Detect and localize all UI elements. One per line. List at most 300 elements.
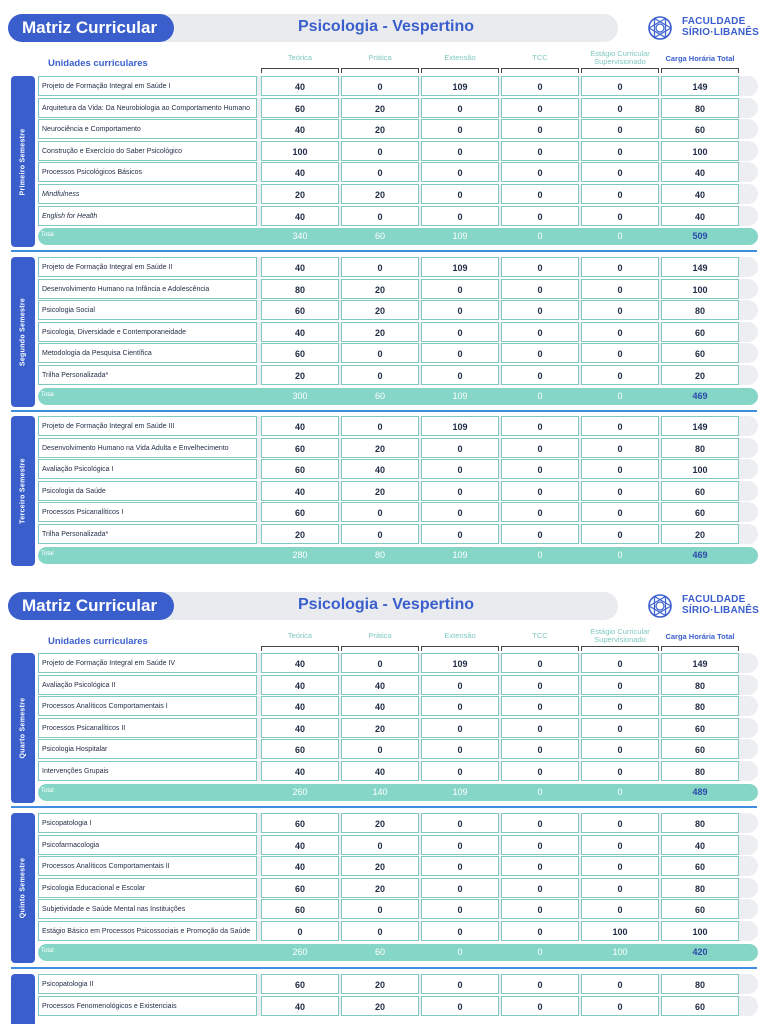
hours-cell-pratica: 20 bbox=[341, 300, 419, 320]
hours-cell-carga-total: 80 bbox=[661, 696, 739, 716]
hours-cell-extensao: 0 bbox=[421, 279, 499, 299]
hours-cell-extensao: 0 bbox=[421, 878, 499, 898]
curriculum-row bbox=[38, 343, 758, 363]
curriculum-row bbox=[38, 98, 758, 118]
hours-cell-tcc: 0 bbox=[501, 813, 579, 833]
column-tab bbox=[661, 646, 739, 651]
hours-cell-pratica: 0 bbox=[341, 416, 419, 436]
hours-cell-tcc: 0 bbox=[501, 184, 579, 204]
course-unit-name: Neurociência e Comportamento bbox=[38, 119, 257, 139]
hours-cell-extensao: 0 bbox=[421, 835, 499, 855]
logo-line-1: FACULDADE bbox=[682, 16, 746, 27]
hours-cell-pratica: 0 bbox=[341, 835, 419, 855]
column-tab bbox=[261, 646, 339, 651]
hours-cell-estagio: 0 bbox=[581, 119, 659, 139]
hours-cell-teorica: 20 bbox=[261, 365, 339, 385]
column-header-tcc: TCC bbox=[532, 53, 548, 62]
course-unit-name: Psicologia da Saúde bbox=[38, 481, 257, 501]
matriz-curricular-pill: Matriz Curricular bbox=[8, 14, 174, 42]
curriculum-row bbox=[38, 162, 758, 182]
hours-cell-tcc: 0 bbox=[501, 141, 579, 161]
hours-cell-carga-total: 60 bbox=[661, 481, 739, 501]
hours-cell-estagio: 0 bbox=[581, 739, 659, 759]
hours-cell-carga-total: 80 bbox=[661, 438, 739, 458]
hours-cell-carga-total: 60 bbox=[661, 343, 739, 363]
hours-cell-teorica: 40 bbox=[261, 761, 339, 781]
hours-cell-carga-total: 80 bbox=[661, 300, 739, 320]
hours-cell-carga-total: 60 bbox=[661, 996, 739, 1016]
hours-cell-extensao: 0 bbox=[421, 162, 499, 182]
estagio-line-1: Estágio Curricular bbox=[590, 627, 650, 636]
hours-cell-carga-total: 60 bbox=[661, 856, 739, 876]
curriculum-row bbox=[38, 675, 758, 695]
hours-cell-tcc: 0 bbox=[501, 416, 579, 436]
semester-side-bar bbox=[11, 653, 35, 803]
total-cell-pratica: 80 bbox=[374, 549, 385, 560]
hours-cell-pratica: 40 bbox=[341, 761, 419, 781]
curriculum-row bbox=[38, 878, 758, 898]
hours-cell-teorica: 40 bbox=[261, 718, 339, 738]
semester-name: Quarto Semestre bbox=[19, 697, 27, 759]
hours-cell-estagio: 0 bbox=[581, 813, 659, 833]
hours-cell-estagio: 0 bbox=[581, 438, 659, 458]
curriculum-row bbox=[38, 279, 758, 299]
hours-cell-teorica: 40 bbox=[261, 835, 339, 855]
curriculum-row bbox=[38, 416, 758, 436]
curriculum-row bbox=[38, 481, 758, 501]
logo-text bbox=[682, 16, 759, 38]
column-header-extensao: Extensão bbox=[444, 631, 476, 640]
course-unit-name: Metodologia da Pesquisa Científica bbox=[38, 343, 257, 363]
hours-cell-pratica: 20 bbox=[341, 996, 419, 1016]
column-tab bbox=[661, 68, 739, 73]
hours-cell-tcc: 0 bbox=[501, 761, 579, 781]
hours-cell-teorica: 60 bbox=[261, 974, 339, 994]
hours-cell-teorica: 20 bbox=[261, 184, 339, 204]
hours-cell-tcc: 0 bbox=[501, 974, 579, 994]
total-cell-tcc: 0 bbox=[537, 390, 543, 401]
hours-cell-estagio: 0 bbox=[581, 416, 659, 436]
column-header-extensao: Extensão bbox=[444, 53, 476, 62]
total-cell-pratica: 140 bbox=[372, 786, 388, 797]
column-header-pratica: Prática bbox=[368, 631, 392, 640]
semester-divider bbox=[11, 806, 757, 808]
hours-cell-extensao: 109 bbox=[421, 76, 499, 96]
hours-cell-pratica: 40 bbox=[341, 459, 419, 479]
hours-cell-carga-total: 60 bbox=[661, 739, 739, 759]
hours-cell-carga-total: 20 bbox=[661, 365, 739, 385]
course-unit-name: Psicologia Social bbox=[38, 300, 257, 320]
total-cell-teorica: 340 bbox=[292, 231, 308, 242]
hours-cell-estagio: 0 bbox=[581, 835, 659, 855]
curriculum-row bbox=[38, 974, 758, 994]
hours-cell-teorica: 60 bbox=[261, 813, 339, 833]
hours-cell-teorica: 40 bbox=[261, 76, 339, 96]
hours-cell-estagio: 0 bbox=[581, 76, 659, 96]
hours-cell-teorica: 40 bbox=[261, 481, 339, 501]
total-cell-estagio: 0 bbox=[617, 549, 623, 560]
hours-cell-tcc: 0 bbox=[501, 365, 579, 385]
hours-cell-estagio: 0 bbox=[581, 343, 659, 363]
hours-cell-teorica: 80 bbox=[261, 279, 339, 299]
hours-cell-carga-total: 100 bbox=[661, 459, 739, 479]
hours-cell-estagio: 0 bbox=[581, 365, 659, 385]
hours-cell-tcc: 0 bbox=[501, 856, 579, 876]
column-tab bbox=[421, 646, 499, 651]
hours-cell-teorica: 40 bbox=[261, 653, 339, 673]
semester-side-bar bbox=[11, 76, 35, 247]
hours-cell-tcc: 0 bbox=[501, 98, 579, 118]
hours-cell-carga-total: 80 bbox=[661, 813, 739, 833]
hours-cell-estagio: 0 bbox=[581, 974, 659, 994]
total-cell-carga-total: 420 bbox=[692, 946, 708, 957]
column-header-estagio bbox=[578, 628, 662, 644]
matriz-curricular-pill: Matriz Curricular bbox=[8, 592, 174, 620]
hours-cell-teorica: 40 bbox=[261, 322, 339, 342]
course-unit-name: Projeto de Formação Integral em Saúde I bbox=[38, 76, 257, 96]
semester-total-row bbox=[38, 944, 758, 961]
hours-cell-pratica: 20 bbox=[341, 438, 419, 458]
hours-cell-estagio: 0 bbox=[581, 899, 659, 919]
total-label: Total bbox=[41, 550, 54, 557]
total-cell-tcc: 0 bbox=[537, 786, 543, 797]
hours-cell-estagio: 0 bbox=[581, 878, 659, 898]
hours-cell-estagio: 0 bbox=[581, 761, 659, 781]
logo-line-2: SÍRIO·LIBANÊS bbox=[682, 605, 760, 616]
hours-cell-tcc: 0 bbox=[501, 119, 579, 139]
column-tab bbox=[581, 68, 659, 73]
course-unit-name: Desenvolvimento Humano na Vida Adulta e Envelhecimento bbox=[38, 438, 257, 458]
hours-cell-teorica: 40 bbox=[261, 856, 339, 876]
hours-cell-tcc: 0 bbox=[501, 653, 579, 673]
hours-cell-teorica: 60 bbox=[261, 343, 339, 363]
hours-cell-tcc: 0 bbox=[501, 162, 579, 182]
semester-side-bar bbox=[11, 257, 35, 407]
hours-cell-estagio: 0 bbox=[581, 184, 659, 204]
hours-cell-carga-total: 149 bbox=[661, 257, 739, 277]
hours-cell-extensao: 0 bbox=[421, 365, 499, 385]
hours-cell-carga-total: 149 bbox=[661, 76, 739, 96]
course-unit-name: Intervenções Grupais bbox=[38, 761, 257, 781]
total-cell-pratica: 60 bbox=[374, 946, 385, 957]
hours-cell-tcc: 0 bbox=[501, 996, 579, 1016]
hours-cell-extensao: 0 bbox=[421, 921, 499, 941]
hours-cell-pratica: 0 bbox=[341, 365, 419, 385]
hours-cell-carga-total: 60 bbox=[661, 322, 739, 342]
curriculum-row bbox=[38, 206, 758, 226]
column-header-teorica: Teórica bbox=[287, 53, 313, 62]
semester-name: Quinto Semestre bbox=[19, 857, 27, 919]
hours-cell-tcc: 0 bbox=[501, 921, 579, 941]
column-header-pratica: Prática bbox=[368, 53, 392, 62]
curriculum-row bbox=[38, 921, 758, 941]
curriculum-row bbox=[38, 739, 758, 759]
total-cell-teorica: 260 bbox=[292, 786, 308, 797]
course-title: Psicologia - Vespertino bbox=[298, 18, 475, 35]
hours-cell-extensao: 109 bbox=[421, 653, 499, 673]
hours-cell-carga-total: 80 bbox=[661, 761, 739, 781]
hours-cell-teorica: 20 bbox=[261, 524, 339, 544]
hours-cell-carga-total: 20 bbox=[661, 524, 739, 544]
curriculum-row bbox=[38, 524, 758, 544]
hours-cell-extensao: 0 bbox=[421, 524, 499, 544]
curriculum-row bbox=[38, 76, 758, 96]
course-unit-name: Avaliação Psicológica II bbox=[38, 675, 257, 695]
hours-cell-carga-total: 60 bbox=[661, 899, 739, 919]
hours-cell-extensao: 0 bbox=[421, 438, 499, 458]
hours-cell-teorica: 40 bbox=[261, 416, 339, 436]
hours-cell-estagio: 0 bbox=[581, 481, 659, 501]
unidades-curriculares-heading: Unidades curriculares bbox=[48, 636, 148, 647]
semester-divider bbox=[11, 410, 757, 412]
total-cell-teorica: 260 bbox=[292, 946, 308, 957]
semester-total-row bbox=[38, 388, 758, 405]
hours-cell-pratica: 20 bbox=[341, 813, 419, 833]
hours-cell-carga-total: 40 bbox=[661, 835, 739, 855]
hours-cell-carga-total: 80 bbox=[661, 974, 739, 994]
total-cell-extensao: 0 bbox=[457, 946, 463, 957]
hours-cell-extensao: 0 bbox=[421, 996, 499, 1016]
hours-cell-teorica: 40 bbox=[261, 162, 339, 182]
curriculum-row bbox=[38, 502, 758, 522]
course-unit-name: Processos Psicanalíticos II bbox=[38, 718, 257, 738]
hours-cell-pratica: 20 bbox=[341, 98, 419, 118]
hours-cell-tcc: 0 bbox=[501, 257, 579, 277]
total-cell-tcc: 0 bbox=[537, 946, 543, 957]
hours-cell-teorica: 40 bbox=[261, 675, 339, 695]
course-unit-name: Projeto de Formação Integral em Saúde III bbox=[38, 416, 257, 436]
hours-cell-teorica: 40 bbox=[261, 257, 339, 277]
column-header-carga-total: Carga Horária Total bbox=[665, 54, 735, 63]
total-label: Total bbox=[41, 232, 54, 239]
curriculum-row bbox=[38, 119, 758, 139]
estagio-line-2: Supervisionado bbox=[594, 635, 646, 644]
hours-cell-extensao: 109 bbox=[421, 257, 499, 277]
hours-cell-pratica: 20 bbox=[341, 974, 419, 994]
hours-cell-estagio: 0 bbox=[581, 996, 659, 1016]
hours-cell-teorica: 40 bbox=[261, 696, 339, 716]
hours-cell-tcc: 0 bbox=[501, 899, 579, 919]
course-unit-name: English for Health bbox=[38, 206, 257, 226]
course-unit-name: Psicofarmacologia bbox=[38, 835, 257, 855]
hours-cell-pratica: 0 bbox=[341, 141, 419, 161]
course-unit-name: Psicologia, Diversidade e Contemporaneidade bbox=[38, 322, 257, 342]
hours-cell-teorica: 40 bbox=[261, 206, 339, 226]
logo-emblem-icon bbox=[646, 14, 674, 47]
hours-cell-pratica: 0 bbox=[341, 899, 419, 919]
course-unit-name: Processos Fenomenológicos e Existenciais bbox=[38, 996, 257, 1016]
hours-cell-pratica: 0 bbox=[341, 502, 419, 522]
hours-cell-extensao: 0 bbox=[421, 813, 499, 833]
total-cell-extensao: 109 bbox=[452, 786, 468, 797]
hours-cell-estagio: 0 bbox=[581, 257, 659, 277]
hours-cell-carga-total: 60 bbox=[661, 718, 739, 738]
hours-cell-extensao: 0 bbox=[421, 856, 499, 876]
hours-cell-carga-total: 40 bbox=[661, 162, 739, 182]
hours-cell-tcc: 0 bbox=[501, 835, 579, 855]
course-title: Psicologia - Vespertino bbox=[298, 596, 475, 613]
logo-line-2: SÍRIO·LIBANÊS bbox=[682, 27, 760, 38]
hours-cell-carga-total: 80 bbox=[661, 98, 739, 118]
total-cell-estagio: 0 bbox=[617, 786, 623, 797]
logo-text bbox=[682, 594, 759, 616]
hours-cell-estagio: 0 bbox=[581, 696, 659, 716]
total-cell-carga-total: 469 bbox=[692, 549, 708, 560]
hours-cell-extensao: 0 bbox=[421, 899, 499, 919]
column-header-estagio bbox=[578, 50, 662, 66]
total-cell-carga-total: 509 bbox=[692, 231, 708, 242]
curriculum-row bbox=[38, 996, 758, 1016]
hours-cell-teorica: 60 bbox=[261, 459, 339, 479]
course-unit-name: Mindfulness bbox=[38, 184, 257, 204]
hours-cell-carga-total: 60 bbox=[661, 502, 739, 522]
hours-cell-estagio: 0 bbox=[581, 675, 659, 695]
course-unit-name: Avaliação Psicológica I bbox=[38, 459, 257, 479]
column-tab bbox=[341, 68, 419, 73]
hours-cell-extensao: 0 bbox=[421, 141, 499, 161]
course-unit-name: Desenvolvimento Humano na Infância e Adolescência bbox=[38, 279, 257, 299]
hours-cell-teorica: 40 bbox=[261, 996, 339, 1016]
hours-cell-tcc: 0 bbox=[501, 718, 579, 738]
semester-divider bbox=[11, 250, 757, 252]
hours-cell-estagio: 0 bbox=[581, 141, 659, 161]
hours-cell-pratica: 40 bbox=[341, 675, 419, 695]
column-tab bbox=[581, 646, 659, 651]
total-cell-pratica: 60 bbox=[374, 390, 385, 401]
total-cell-extensao: 109 bbox=[452, 390, 468, 401]
hours-cell-tcc: 0 bbox=[501, 502, 579, 522]
hours-cell-extensao: 0 bbox=[421, 761, 499, 781]
hours-cell-estagio: 0 bbox=[581, 653, 659, 673]
curriculum-row bbox=[38, 257, 758, 277]
hours-cell-teorica: 60 bbox=[261, 502, 339, 522]
total-cell-extensao: 109 bbox=[452, 549, 468, 560]
hours-cell-estagio: 0 bbox=[581, 162, 659, 182]
curriculum-row bbox=[38, 184, 758, 204]
course-unit-name: Estágio Básico em Processos Psicossociais e Promoção da Saúde bbox=[38, 921, 257, 941]
estagio-line-1: Estágio Curricular bbox=[590, 49, 650, 58]
hours-cell-pratica: 20 bbox=[341, 184, 419, 204]
semester-side-bar bbox=[11, 416, 35, 566]
curriculum-row bbox=[38, 696, 758, 716]
hours-cell-tcc: 0 bbox=[501, 343, 579, 363]
hours-cell-pratica: 0 bbox=[341, 343, 419, 363]
hours-cell-pratica: 0 bbox=[341, 162, 419, 182]
hours-cell-estagio: 0 bbox=[581, 459, 659, 479]
hours-cell-tcc: 0 bbox=[501, 459, 579, 479]
hours-cell-tcc: 0 bbox=[501, 76, 579, 96]
hours-cell-carga-total: 149 bbox=[661, 653, 739, 673]
hours-cell-teorica: 60 bbox=[261, 878, 339, 898]
hours-cell-teorica: 60 bbox=[261, 300, 339, 320]
total-cell-carga-total: 469 bbox=[692, 390, 708, 401]
hours-cell-teorica: 0 bbox=[261, 921, 339, 941]
semester-total-row bbox=[38, 547, 758, 564]
column-header-carga-total: Carga Horária Total bbox=[665, 632, 735, 641]
hours-cell-tcc: 0 bbox=[501, 300, 579, 320]
total-cell-pratica: 60 bbox=[374, 231, 385, 242]
course-unit-name: Construção e Exercício do Saber Psicológico bbox=[38, 141, 257, 161]
hours-cell-tcc: 0 bbox=[501, 675, 579, 695]
course-unit-name: Processos Psicológicos Básicos bbox=[38, 162, 257, 182]
hours-cell-tcc: 0 bbox=[501, 279, 579, 299]
hours-cell-tcc: 0 bbox=[501, 524, 579, 544]
hours-cell-pratica: 20 bbox=[341, 322, 419, 342]
unidades-curriculares-heading: Unidades curriculares bbox=[48, 58, 148, 69]
hours-cell-pratica: 20 bbox=[341, 718, 419, 738]
curriculum-row bbox=[38, 300, 758, 320]
total-cell-teorica: 280 bbox=[292, 549, 308, 560]
semester-name: Terceiro Semestre bbox=[19, 457, 27, 524]
hours-cell-pratica: 0 bbox=[341, 739, 419, 759]
hours-cell-teorica: 60 bbox=[261, 739, 339, 759]
hours-cell-estagio: 0 bbox=[581, 856, 659, 876]
hours-cell-teorica: 100 bbox=[261, 141, 339, 161]
hours-cell-estagio: 0 bbox=[581, 98, 659, 118]
course-unit-name: Projeto de Formação Integral em Saúde IV bbox=[38, 653, 257, 673]
hours-cell-extensao: 0 bbox=[421, 739, 499, 759]
hours-cell-tcc: 0 bbox=[501, 322, 579, 342]
semester-name: Primeiro Semestre bbox=[19, 128, 27, 196]
total-cell-extensao: 109 bbox=[452, 231, 468, 242]
hours-cell-pratica: 0 bbox=[341, 524, 419, 544]
hours-cell-extensao: 0 bbox=[421, 322, 499, 342]
course-unit-name: Trilha Personalizada* bbox=[38, 524, 257, 544]
hours-cell-pratica: 0 bbox=[341, 653, 419, 673]
course-unit-name: Processos Psicanalíticos I bbox=[38, 502, 257, 522]
course-unit-name: Processos Analíticos Comportamentais II bbox=[38, 856, 257, 876]
curriculum-row bbox=[38, 899, 758, 919]
total-cell-estagio: 100 bbox=[612, 946, 628, 957]
hours-cell-extensao: 0 bbox=[421, 974, 499, 994]
hours-cell-pratica: 20 bbox=[341, 481, 419, 501]
column-header-tcc: TCC bbox=[532, 631, 548, 640]
hours-cell-estagio: 0 bbox=[581, 322, 659, 342]
total-cell-tcc: 0 bbox=[537, 549, 543, 560]
hours-cell-extensao: 0 bbox=[421, 98, 499, 118]
curriculum-row bbox=[38, 813, 758, 833]
hours-cell-tcc: 0 bbox=[501, 438, 579, 458]
hours-cell-estagio: 0 bbox=[581, 279, 659, 299]
total-label: Total bbox=[41, 787, 54, 794]
hours-cell-extensao: 0 bbox=[421, 184, 499, 204]
curriculum-row bbox=[38, 365, 758, 385]
hours-cell-estagio: 0 bbox=[581, 718, 659, 738]
estagio-line-2: Supervisionado bbox=[594, 57, 646, 66]
hours-cell-extensao: 109 bbox=[421, 416, 499, 436]
logo-emblem-icon bbox=[646, 592, 674, 625]
page-header bbox=[0, 14, 768, 54]
hours-cell-teorica: 60 bbox=[261, 98, 339, 118]
column-tab bbox=[261, 68, 339, 73]
hours-cell-estagio: 0 bbox=[581, 502, 659, 522]
hours-cell-carga-total: 40 bbox=[661, 184, 739, 204]
hours-cell-pratica: 0 bbox=[341, 76, 419, 96]
total-label: Total bbox=[41, 391, 54, 398]
hours-cell-extensao: 0 bbox=[421, 459, 499, 479]
hours-cell-extensao: 0 bbox=[421, 343, 499, 363]
hours-cell-extensao: 0 bbox=[421, 481, 499, 501]
total-cell-teorica: 300 bbox=[292, 390, 308, 401]
hours-cell-pratica: 20 bbox=[341, 856, 419, 876]
hours-cell-estagio: 0 bbox=[581, 206, 659, 226]
column-header-teorica: Teórica bbox=[287, 631, 313, 640]
course-unit-name: Psicopatologia II bbox=[38, 974, 257, 994]
total-label: Total bbox=[41, 947, 54, 954]
hours-cell-teorica: 60 bbox=[261, 438, 339, 458]
hours-cell-tcc: 0 bbox=[501, 206, 579, 226]
curriculum-row bbox=[38, 322, 758, 342]
